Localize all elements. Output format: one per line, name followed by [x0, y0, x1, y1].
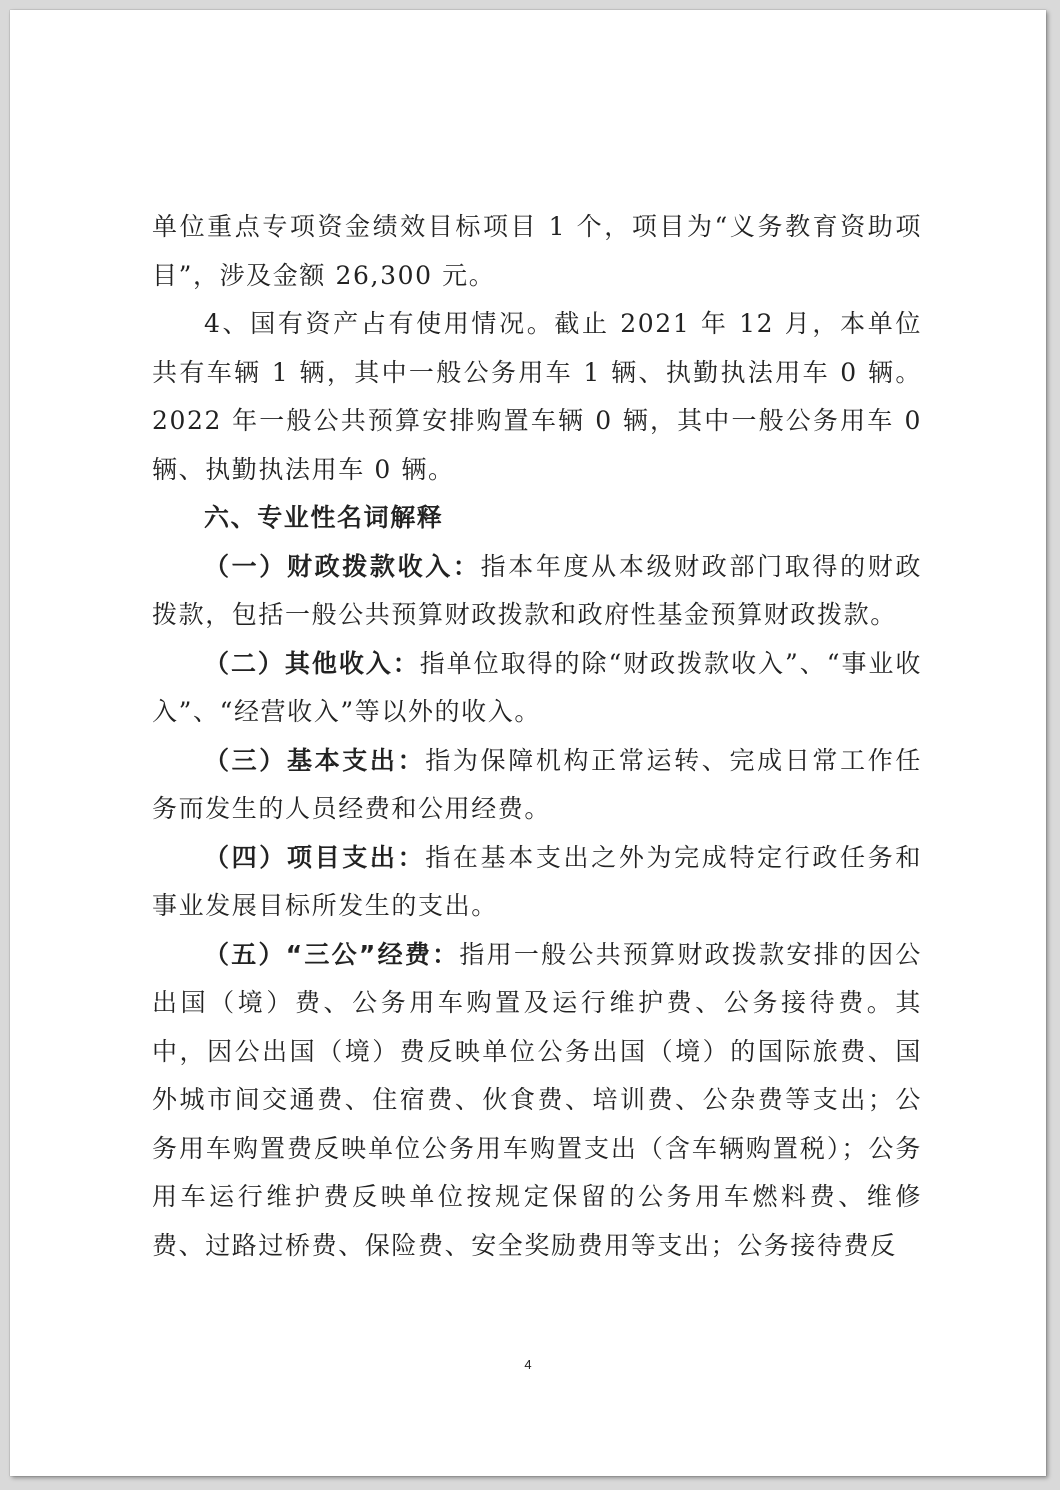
- section-heading: 六、专业性名词解释: [204, 503, 444, 532]
- page-body: [152, 203, 922, 1270]
- definition-text: 指用一般公共预算财政拨款安排的因公出国（境）费、公务用车购置及运行维护费、公务接待费。其中，因公出国（境）费反映单位公务出国（境）的国际旅费、国外城市间交通费、住宿费、伙食费、培训费、公杂费等支出；公务用车购置费反映单位公务用车购置支出（含车辆购置税）；公务用车运行维护费反映单位按规定保留的公务用车燃料费、维修费、过路过桥费、保险费、安全奖励费用等支出；公务接待费反: [152, 939, 922, 1260]
- definition-term: （三）基本支出：: [204, 745, 426, 775]
- definition-term: （二）其他收入：: [204, 648, 420, 678]
- definition-term: （五）“三公”经费：: [204, 939, 460, 969]
- definition-item: [152, 640, 922, 737]
- document-page: [10, 10, 1046, 1476]
- definition-term: （四）项目支出：: [204, 842, 426, 872]
- definition-text: 指本年度从本级财政部门取得的财政拨款，包括一般公共预算财政拨款和政府性基金预算财政拨款。: [152, 551, 922, 629]
- definition-term: （一）财政拨款收入：: [204, 551, 481, 581]
- definition-item: [152, 543, 922, 640]
- definition-text: 指单位取得的除“财政拨款收入”、“事业收入”、“经营收入”等以外的收入。: [152, 648, 922, 726]
- page-number: 4: [524, 1357, 532, 1372]
- definition-text: 指在基本支出之外为完成特定行政任务和事业发展目标所发生的支出。: [152, 842, 922, 920]
- definition-item: [152, 834, 922, 931]
- paragraph-state-assets: 4、国有资产占有使用情况。截止 2021 年 12 月，本单位共有车辆 1 辆，其中一般公务用车 1 辆、执勤执法用车 0 辆。2022 年一般公共预算安排购置车辆 0 辆，其中一般公务用车 0 辆、执勤执法用车 0 辆。: [152, 309, 922, 484]
- paragraph-continued: 单位重点专项资金绩效目标项目 1 个，项目为“义务教育资助项目”，涉及金额 26,300 元。: [152, 212, 922, 290]
- definition-text: 指为保障机构正常运转、完成日常工作任务而发生的人员经费和公用经费。: [152, 745, 922, 823]
- definition-item: [152, 737, 922, 834]
- definition-item: [152, 931, 922, 1271]
